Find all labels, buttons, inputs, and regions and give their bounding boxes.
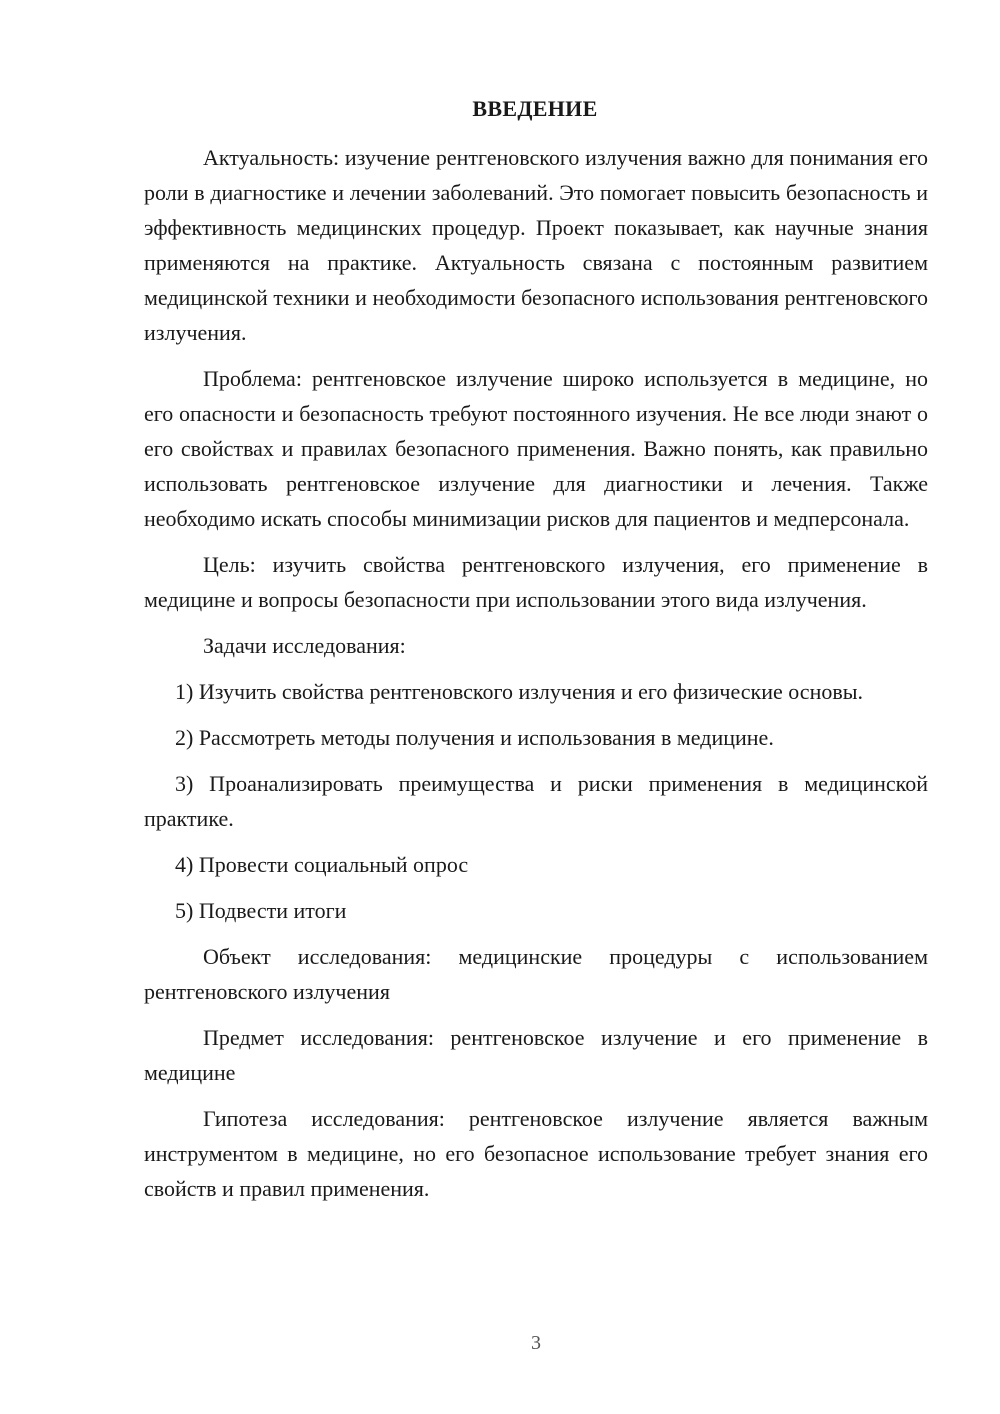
subject-paragraph: Предмет исследования: рентгеновское излучение и его применение в медицине (144, 1025, 928, 1085)
section-title: ВВЕДЕНИЕ (472, 96, 598, 121)
list-item: 1) Изучить свойства рентгеновского излучения и его физические основы. (175, 679, 864, 704)
problem-paragraph: Проблема: рентгеновское излучение широко используется в медицине, но его опасности и безопасность требуют постоянного изучения. Не все люди знают о его свойствах и правилах безопасного применения. Важно понять, как правильно использовать рентгеновское излучение для диагностики и лечения. Также необходимо искать способы минимизации рисков для пациентов и медперсонала. (144, 366, 928, 531)
goal-paragraph: Цель: изучить свойства рентгеновского излучения, его применение в медицине и вопросы безопасности при использовании этого вида излучения. (144, 552, 928, 612)
list-item: 5) Подвести итоги (175, 898, 347, 923)
document-body (144, 140, 928, 1217)
list-item: 2) Рассмотреть методы получения и использования в медицине. (175, 725, 774, 750)
tasks-heading: Задачи исследования: (203, 633, 406, 658)
object-paragraph: Объект исследования: медицинские процедуры с использованием рентгеновского излучения (144, 944, 928, 1004)
page-number: 3 (531, 1332, 541, 1354)
tasks-list (144, 674, 928, 928)
list-item: 4) Провести социальный опрос (175, 852, 469, 877)
relevance-paragraph: Актуальность: изучение рентгеновского излучения важно для понимания его роли в диагностике и лечении заболеваний. Это помогает повысить безопасность и эффективность медицинских процедур. Проект показывает, как научные знания применяются на практике. Актуальность связана с постоянным развитием медицинской техники и необходимости безопасного использования рентгеновского излучения. (144, 145, 928, 345)
hypothesis-paragraph: Гипотеза исследования: рентгеновское излучение является важным инструментом в медицине, но его безопасное использование требует знания его свойств и правил применения. (144, 1106, 928, 1201)
list-item: 3) Проанализировать преимущества и риски применения в медицинской практике. (144, 771, 928, 831)
